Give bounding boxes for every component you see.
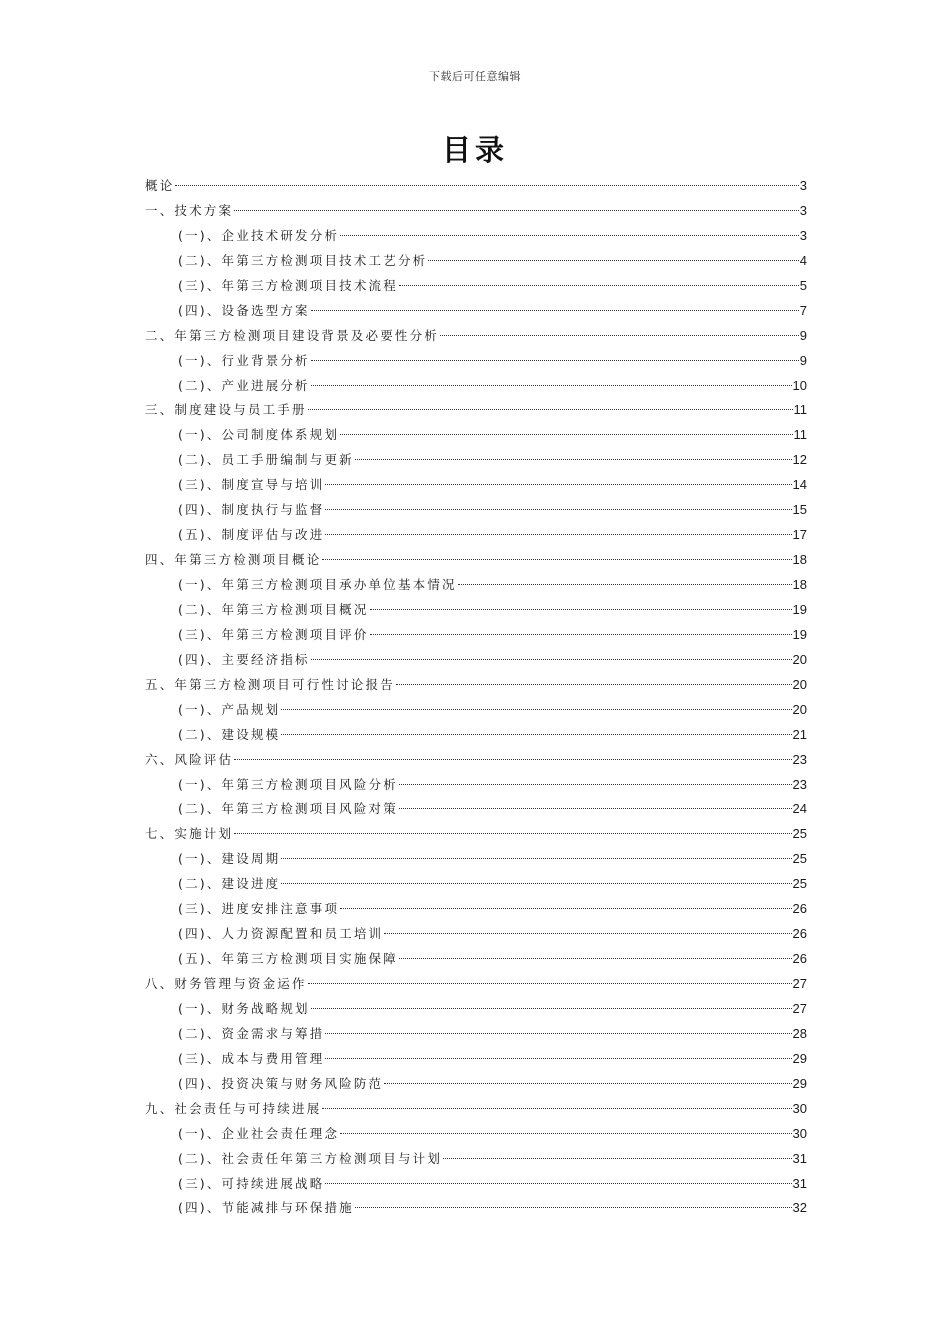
dot-leader — [325, 534, 791, 535]
toc-entry[interactable] — [145, 997, 807, 1022]
dot-leader — [311, 385, 792, 386]
dot-leader — [355, 1207, 792, 1208]
toc-entry-label: 概论 — [145, 178, 175, 193]
toc-entry[interactable] — [145, 947, 807, 972]
dot-leader — [311, 1008, 792, 1009]
dot-leader — [440, 335, 799, 336]
toc-entry-page-number: 29 — [792, 1050, 807, 1066]
toc-entry[interactable] — [145, 698, 807, 723]
toc-entry[interactable] — [145, 498, 807, 523]
toc-entry[interactable] — [145, 1047, 807, 1072]
toc-entry-page-number: 20 — [792, 651, 807, 667]
dot-leader — [458, 584, 792, 585]
toc-entry-label: (一)、产品规划 — [178, 701, 281, 717]
dot-leader — [281, 734, 791, 735]
toc-entry[interactable] — [145, 972, 807, 997]
toc-entry[interactable] — [145, 1196, 807, 1221]
dot-leader — [396, 684, 792, 685]
dot-leader — [325, 1058, 791, 1059]
dot-leader — [399, 285, 799, 286]
dot-leader — [340, 235, 799, 236]
toc-entry-page-number: 25 — [792, 851, 807, 867]
toc-entry[interactable] — [145, 723, 807, 748]
toc-entry-label: (一)、财务战略规划 — [178, 1000, 310, 1016]
toc-entry-page-number: 4 — [799, 252, 807, 268]
dot-leader — [325, 1183, 791, 1184]
toc-entry[interactable] — [145, 374, 807, 399]
dot-leader — [340, 908, 791, 909]
toc-entry-page-number: 31 — [792, 1175, 807, 1191]
toc-entry-label: (二)、资金需求与筹措 — [178, 1025, 325, 1041]
toc-entry[interactable] — [145, 349, 807, 374]
toc-entry-page-number: 20 — [792, 676, 807, 692]
dot-leader — [340, 1133, 791, 1134]
toc-entry-label: 三、制度建设与员工手册 — [145, 402, 307, 418]
toc-entry-page-number: 10 — [792, 377, 807, 393]
toc-entry-label: (五)、年第三方检测项目实施保障 — [178, 951, 398, 967]
toc-entry-label: 七、实施计划 — [145, 826, 234, 842]
toc-entry-label: (二)、员工手册编制与更新 — [178, 452, 354, 468]
toc-entry[interactable] — [145, 1072, 807, 1097]
toc-entry-page-number: 25 — [792, 876, 807, 892]
toc-entry-page-number: 9 — [799, 327, 807, 343]
toc-entry-label: 六、风险评估 — [145, 751, 234, 767]
toc-entry-label: (四)、制度执行与监督 — [178, 502, 325, 518]
toc-entry[interactable] — [145, 249, 807, 274]
toc-entry-label: (二)、社会责任年第三方检测项目与计划 — [178, 1150, 443, 1166]
dot-leader — [384, 933, 791, 934]
toc-entry[interactable] — [145, 324, 807, 349]
toc-entry-label: (三)、年第三方检测项目技术流程 — [178, 277, 398, 293]
dot-leader — [355, 459, 792, 460]
toc-entry-page-number: 14 — [792, 477, 807, 493]
dot-leader — [234, 759, 791, 760]
toc-entry-label: (四)、投资决策与财务风险防范 — [178, 1075, 384, 1091]
toc-entry-page-number: 28 — [792, 1025, 807, 1041]
toc-entry-page-number: 18 — [792, 552, 807, 568]
toc-entry[interactable] — [145, 199, 807, 224]
toc-entry-page-number: 9 — [799, 352, 807, 368]
toc-entry-label: (四)、人力资源配置和员工培训 — [178, 926, 384, 942]
toc-entry[interactable] — [145, 748, 807, 773]
toc-entry[interactable] — [145, 648, 807, 673]
toc-entry-label: (一)、年第三方检测项目风险分析 — [178, 776, 398, 792]
toc-entry-label: (一)、年第三方检测项目承办单位基本情况 — [178, 577, 457, 592]
toc-entry-page-number: 27 — [792, 1000, 807, 1016]
toc-title: 目录 — [441, 133, 508, 167]
toc-entry-page-number: 20 — [792, 701, 807, 717]
dot-leader — [234, 833, 791, 834]
toc-entry-label: 一、技术方案 — [145, 202, 234, 218]
toc-entry-page-number: 23 — [792, 776, 807, 792]
dot-leader — [428, 260, 798, 261]
toc-entry[interactable] — [145, 398, 807, 423]
toc-entry-page-number: 24 — [792, 801, 807, 817]
toc-entry-label: (一)、行业背景分析 — [178, 352, 310, 368]
toc-entry[interactable] — [145, 423, 807, 448]
dot-leader — [399, 808, 792, 809]
toc-entry[interactable] — [145, 797, 807, 822]
toc-entry-page-number: 26 — [792, 926, 807, 942]
toc-entry[interactable] — [145, 922, 807, 947]
toc-entry-label: (三)、成本与费用管理 — [178, 1050, 325, 1066]
toc-entry-label: (三)、年第三方检测项目评价 — [178, 626, 369, 642]
toc-entry-label: 九、社会责任与可持续进展 — [145, 1100, 322, 1116]
toc-entry-label: (二)、年第三方检测项目技术工艺分析 — [178, 252, 428, 268]
toc-entry-page-number: 5 — [799, 277, 807, 293]
toc-entry-page-number: 31 — [792, 1150, 807, 1166]
toc-entry-page-number: 23 — [792, 751, 807, 767]
dot-leader — [308, 409, 793, 410]
toc-entry-label: (四)、节能减排与环保措施 — [178, 1200, 354, 1216]
toc-entry[interactable] — [145, 174, 807, 199]
toc-entry-page-number: 17 — [792, 527, 807, 543]
toc-entry[interactable] — [145, 872, 807, 897]
toc-entry-label: (二)、产业进展分析 — [178, 377, 310, 393]
dot-leader — [311, 360, 799, 361]
toc-entry[interactable] — [145, 299, 807, 324]
dot-leader — [384, 1083, 791, 1084]
toc-entry[interactable] — [145, 224, 807, 249]
toc-entry[interactable] — [145, 897, 807, 922]
dot-leader — [311, 310, 799, 311]
toc-entry-label: 二、年第三方检测项目建设背景及必要性分析 — [145, 327, 440, 343]
toc-entry-label: (二)、建设规模 — [178, 726, 281, 742]
dot-leader — [311, 659, 792, 660]
toc-entry[interactable] — [145, 598, 807, 623]
toc-entry[interactable] — [145, 573, 807, 598]
toc-entry-page-number: 3 — [799, 227, 807, 243]
toc-entry-page-number: 19 — [792, 601, 807, 617]
toc-entry-page-number: 11 — [793, 402, 807, 418]
toc-entry-label: (四)、主要经济指标 — [178, 651, 310, 667]
header-note: 下载后可任意编辑 — [429, 70, 521, 83]
toc-entry[interactable] — [145, 773, 807, 798]
toc-entry-label: (三)、可持续进展战略 — [178, 1175, 325, 1191]
dot-leader — [308, 983, 792, 984]
dot-leader — [325, 509, 791, 510]
toc-entry[interactable] — [145, 274, 807, 299]
toc-entry-page-number: 27 — [792, 976, 807, 991]
toc-entry-label: 五、年第三方检测项目可行性讨论报告 — [145, 676, 395, 692]
dot-leader — [370, 609, 792, 610]
dot-leader — [281, 883, 791, 884]
toc-entry-label: (二)、年第三方检测项目概况 — [178, 601, 369, 617]
dot-leader — [325, 1033, 791, 1034]
toc-entry-page-number: 7 — [799, 302, 807, 318]
toc-entry[interactable] — [145, 623, 807, 648]
toc-entry[interactable] — [145, 847, 807, 872]
dot-leader — [175, 185, 798, 186]
toc-entry[interactable] — [145, 822, 807, 847]
toc-entry[interactable] — [145, 523, 807, 548]
toc-entry-page-number: 30 — [792, 1125, 807, 1141]
dot-leader — [281, 858, 791, 859]
toc-entry-label: (一)、企业社会责任理念 — [178, 1125, 340, 1141]
toc-entry-label: (三)、进度安排注意事项 — [178, 901, 340, 917]
dot-leader — [443, 1158, 791, 1159]
toc-entry-label: (一)、企业技术研发分析 — [178, 227, 340, 243]
toc-entry-page-number: 29 — [792, 1075, 807, 1091]
toc-entry-label: (五)、制度评估与改进 — [178, 527, 325, 543]
toc-entry-page-number: 15 — [792, 502, 807, 518]
toc-entry-label: 四、年第三方检测项目概论 — [145, 552, 322, 568]
toc-entry-label: (四)、设备选型方案 — [178, 302, 310, 318]
toc-list — [145, 174, 807, 1221]
toc-entry-page-number: 21 — [792, 726, 807, 742]
toc-entry[interactable] — [145, 1022, 807, 1047]
toc-entry-page-number: 30 — [792, 1100, 807, 1116]
toc-entry-page-number: 26 — [792, 901, 807, 917]
toc-entry-label: (二)、建设进度 — [178, 876, 281, 892]
toc-entry-page-number: 12 — [792, 452, 807, 468]
toc-entry-page-number: 3 — [799, 202, 807, 218]
toc-entry-page-number: 18 — [792, 577, 807, 592]
toc-entry[interactable] — [145, 1122, 807, 1147]
toc-entry-page-number: 19 — [792, 626, 807, 642]
toc-entry-page-number: 32 — [792, 1200, 807, 1216]
toc-entry[interactable] — [145, 548, 807, 573]
toc-entry[interactable] — [145, 1147, 807, 1172]
toc-entry-page-number: 11 — [793, 427, 807, 443]
toc-entry[interactable] — [145, 473, 807, 498]
dot-leader — [340, 434, 792, 435]
toc-entry-label: (一)、公司制度体系规划 — [178, 427, 340, 443]
dot-leader — [370, 634, 792, 635]
toc-entry-page-number: 3 — [799, 178, 807, 193]
toc-entry-label: 八、财务管理与资金运作 — [145, 976, 307, 991]
toc-entry[interactable] — [145, 448, 807, 473]
toc-entry[interactable] — [145, 1172, 807, 1197]
toc-entry[interactable] — [145, 673, 807, 698]
toc-entry-label: (一)、建设周期 — [178, 851, 281, 867]
toc-entry-page-number: 26 — [792, 951, 807, 967]
dot-leader — [322, 1108, 791, 1109]
dot-leader — [281, 709, 791, 710]
dot-leader — [399, 958, 792, 959]
toc-entry-page-number: 25 — [792, 826, 807, 842]
toc-entry[interactable] — [145, 1097, 807, 1122]
dot-leader — [322, 559, 791, 560]
dot-leader — [325, 484, 791, 485]
toc-entry-label: (三)、制度宣导与培训 — [178, 477, 325, 493]
toc-entry-label: (二)、年第三方检测项目风险对策 — [178, 801, 398, 817]
dot-leader — [399, 784, 792, 785]
dot-leader — [234, 210, 799, 211]
